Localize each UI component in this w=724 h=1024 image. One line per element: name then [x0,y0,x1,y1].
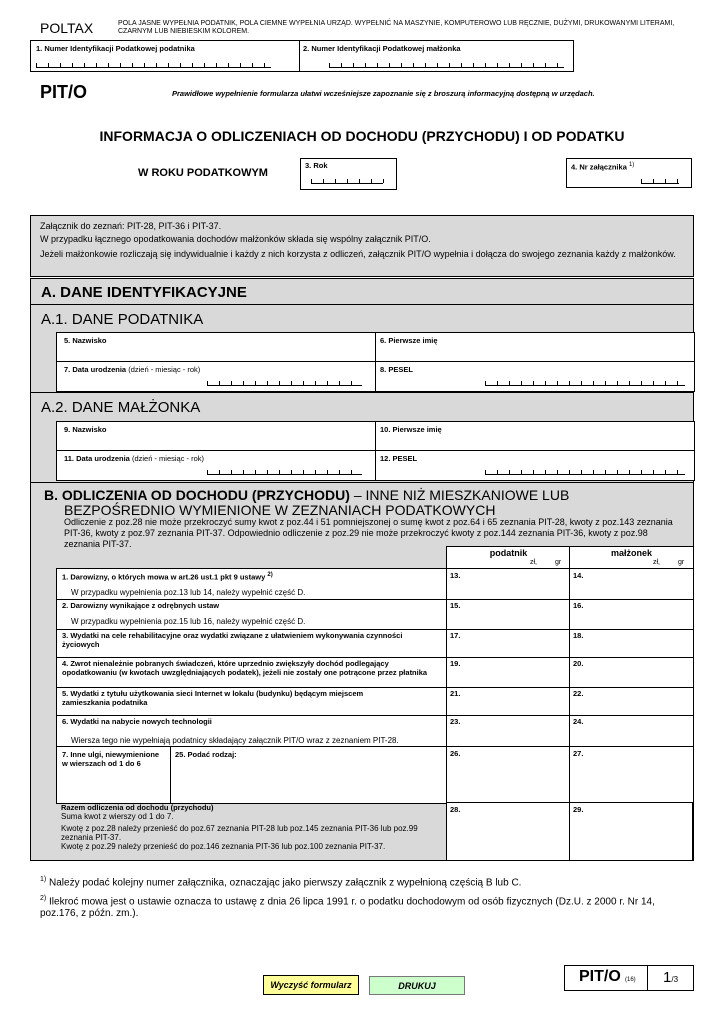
section-b-description: Odliczenie z poz.28 nie może przekroczyć sumy kwot z poz.44 i 51 pomniejszonej o sumę kwot z poz.64 i 65 zeznania PIT-28, kwoty z poz.143 zeznania PIT-36, kwoty z poz.97 zeznania PIT-37. Odpowiednio odliczenie z poz.29 nie może przekroczyć kwoty z poz.144 zeznania PIT-36, kwoty z poz.98 zeznania PIT-37. [64,517,673,549]
field-15[interactable]: 15. [450,601,461,610]
footnote-2: $^{2)}$ Ilekroć mowa jest o ustawie oznacza to ustawę z dnia 26 lipca 1991 r. o podatku dochodowym od osób fizycznych (Dz.U. z 2000 r. Nr 14, poz.176, z późn. zm.). [40,895,655,920]
deduction-type-input[interactable] [173,761,443,801]
taxpayer-fields [56,332,695,392]
section-a [30,278,694,483]
field-24[interactable]: 24. [573,717,584,726]
print-button[interactable]: DRUKUJ [369,976,465,995]
nip-row [30,40,574,72]
field-2-label: 2. Numer Identyfikacji Podatkowej małżonka [303,44,461,53]
field-4-label: 4. Nr załącznika $^{1)}$ [571,162,635,172]
field-7-label: 7. Data urodzenia (dzień - miesiąc - rok) [64,365,201,374]
taxpayer-pesel-input[interactable] [485,381,685,386]
field-9-label: 9. Nazwisko [64,425,107,434]
field-14[interactable]: 14. [573,571,584,580]
field-1-label: 1. Numer Identyfikacji Podatkowej podatnika [36,44,195,53]
table-row: 3. Wydatki na cele rehabilitacyjne oraz wydatki związane z ułatwieniem wykonywania czynności życiowych 17. 18. [57,629,693,658]
taxpayer-surname-input[interactable] [60,346,372,360]
form-title: INFORMACJA O ODLICZENIACH OD DOCHODU (PRZYCHODU) I OD PODATKU [99,128,625,144]
year-label: W ROKU PODATKOWYM [138,167,268,179]
info-block [30,215,694,277]
table-row: 1. Darowizny, o których mowa w art.26 ust.1 pkt 9 ustawy $^{2)}$ W przypadku wypełnienia poz.13 lub 14, należy wypełnić część D. 13. 14. [57,569,693,600]
field-27[interactable]: 27. [573,749,584,758]
field-29[interactable]: 29. [569,802,693,861]
row-7-label: 7. Inne ulgi, niewymienione w wierszach od 1 do 6 [62,750,160,768]
row-7-other-deductions [56,746,694,804]
table-row: 6. Wydatki na nabycie nowych technologii Wiersza tego nie wypełniają podatnicy składający załącznik PIT/O wraz z zeznaniem PIT-28. 23. 24. [57,715,693,747]
info-line-2: W przypadku łącznego opodatkowania dochodów małżonków składa się wspólny załącznik PIT/O. [40,234,431,244]
field-12-label: 12. PESEL [380,454,418,463]
total-label: Razem odliczenia od dochodu (przychodu) Suma kwot z wierszy od 1 do 7. Kwotę z poz.28 należy przenieść do poz.67 zeznania PIT-28 lub poz.145 zeznania PIT-36 lub poz.99 zeznania PIT-37. Kwotę z poz.29 należy przenieść do poz.146 zeznania PIT-36 lub poz.100 zeznania PIT-37. [61,803,418,851]
field-5-label: 5. Nazwisko [64,336,107,345]
form-hint: Prawidłowe wypełnienie formularza ułatwi wcześniejsze zapoznanie się z broszurą informacyjną dostępną w urzędach. [172,89,595,98]
taxpayer-birthdate-input[interactable] [207,381,362,386]
attachment-number-line [641,179,679,184]
footer-page-number: 1/3 [663,969,679,986]
field-19[interactable]: 19. [450,659,461,668]
table-row: 2. Darowizny wynikające z odrębnych ustaw W przypadku wypełnienia poz.15 lub 16, należy wypełnić część D. 15. 16. [57,599,693,630]
field-11-label: 11. Data urodzenia (dzień - miesiąc - rok) [64,454,205,463]
col-header-podatnik: podatnik zł, gr [446,546,571,569]
form-code: PIT/O [40,82,88,102]
spouse-birthdate-input[interactable] [207,470,362,475]
section-b-title: B. ODLICZENIA OD DOCHODU (PRZYCHODU) – INNE NIŻ MIESZKANIOWE LUB [44,487,570,503]
info-line-1: Załącznik do zeznań: PIT-28, PIT-36 i PIT-37. [40,221,222,231]
footnote-1: $^{1)}$ Należy podać kolejny numer załącznika, oznaczając jako pierwszy załącznik z wypełnioną częścią B lub C. [40,876,522,889]
field-8-label: 8. PESEL [380,365,413,374]
header-instructions: POLA JASNE WYPEŁNIA PODATNIK, POLA CIEMNE WYPEŁNIA URZĄD. WYPEŁNIĆ NA MASZYNIE, KOMPUTEROWO LUB RĘCZNIE, DUŻYMI, DRUKOWANYMI LITERAMI, CZARNYM LUB NIEBIESKIM KOLOREM. [118,20,675,35]
table-row: 5. Wydatki z tytułu użytkowania sieci Internet w lokalu (budynku) będącym miejscem zamieszkania podatnika 21. 22. [57,687,693,716]
poltax-brand: POLTAX [40,20,94,36]
field-20[interactable]: 20. [573,659,584,668]
footer-form-id [564,965,694,991]
spouse-firstname-input[interactable] [378,435,690,449]
clear-form-button[interactable]: Wyczyść formularz [263,975,359,995]
section-a-title: A. DANE IDENTYFIKACYJNE [41,284,247,301]
spouse-pesel-input[interactable] [485,470,685,475]
info-line-3: Jeżeli małżonkowie rozliczają się indywidualnie i każdy z nich korzysta z odliczeń, załącznik PIT/O wypełnia i dołącza do swojego zeznania każdy z małżonków. [40,249,676,259]
nip-taxpayer-line [36,63,271,68]
section-a1-title: A.1. DANE PODATNIKA [41,311,204,328]
field-6-label: 6. Pierwsze imię [380,336,438,345]
field-22[interactable]: 22. [573,689,584,698]
deductions-table [56,568,694,748]
col-header-malzonek: małżonek zł, gr [569,546,694,569]
field-25-label: 25. Podać rodzaj: [175,750,237,759]
footer-form-version: (16) [625,977,636,983]
spouse-surname-input[interactable] [60,435,372,449]
field-26[interactable]: 26. [450,749,461,758]
year-line [311,179,383,184]
field-10-label: 10. Pierwsze imię [380,425,442,434]
field-23[interactable]: 23. [450,717,461,726]
field-3-label: 3. Rok [305,161,328,170]
field-17[interactable]: 17. [450,631,461,640]
field-13[interactable]: 13. [450,571,461,580]
field-28[interactable]: 28. [446,802,570,861]
spouse-fields [56,421,695,481]
section-a2-title: A.2. DANE MAŁŻONKA [41,399,201,416]
section-b-title-line2: BEZPOŚREDNIO WYMIENIONE W ZEZNANIACH PODATKOWYCH [64,502,496,518]
footer-form-code: PIT/O [579,968,621,985]
field-21[interactable]: 21. [450,689,461,698]
nip-spouse-line [329,63,564,68]
section-b [30,482,694,861]
table-row: 4. Zwrot nienależnie pobranych świadczeń, które uprzednio zwiększyły dochód podlegający opodatkowaniu (w kwotach uwzględniających podatek), jeżeli nie zostały one potrącone przez płatnika 19. 20. [57,657,693,688]
field-18[interactable]: 18. [573,631,584,640]
year-box[interactable] [300,158,397,190]
attachment-number-box[interactable] [566,158,692,188]
field-16[interactable]: 16. [573,601,584,610]
taxpayer-firstname-input[interactable] [378,346,690,360]
